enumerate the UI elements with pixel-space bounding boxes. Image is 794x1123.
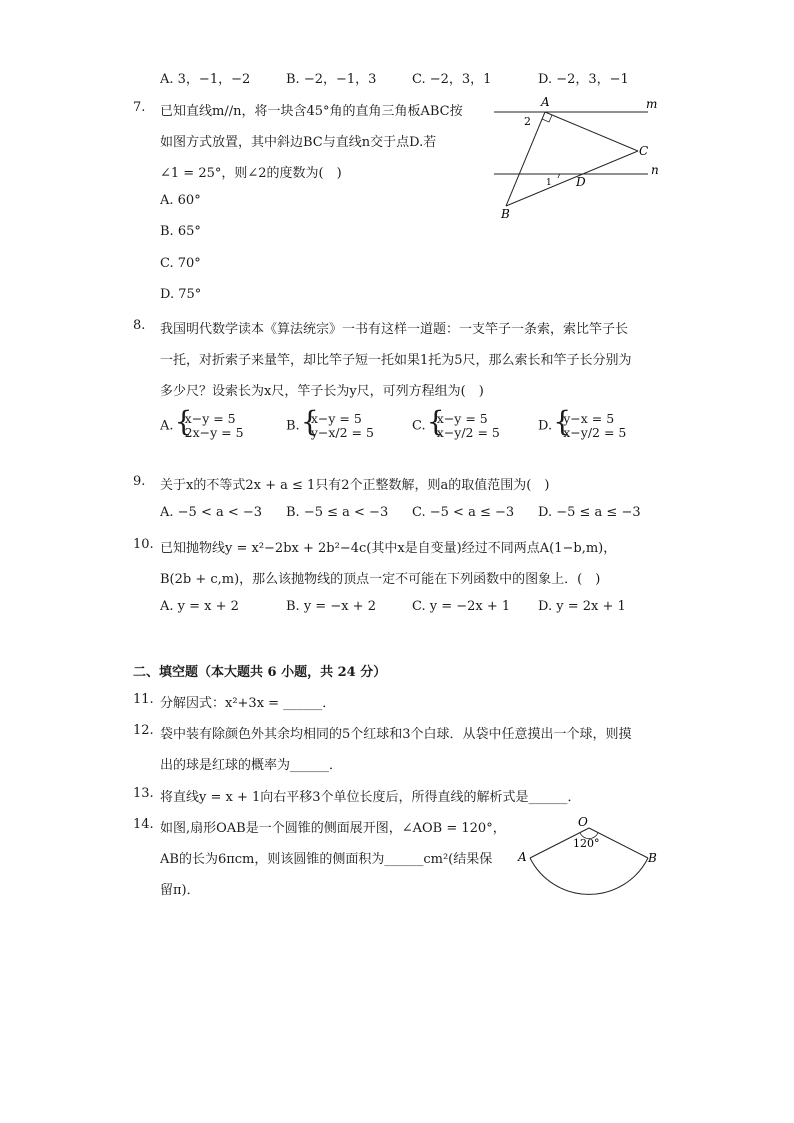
q14-text-line-2: AB的长为6πcm，则该圆锥的侧面积为______cm²(结果保 [160,852,493,867]
q13-number: 13. [133,786,154,801]
q8-option-a-eq2: 2x−y = 5 [184,425,244,440]
q10-option-c: C. y = −2x + 1 [412,599,511,614]
label-a: A [518,850,527,864]
q8-text-line-2: 一托，对折索子来量竿，却比竿子短一托如果1托为5尺，那么索长和竿子长分别为 [160,353,632,368]
q10-text-line-2: B(2b + c,m)，那么该抛物线的顶点一定不可能在下列函数中的图象上．( ) [160,572,601,587]
q8-option-d [538,412,626,440]
q7-option-c: C. 70° [160,256,201,271]
q11-number: 11. [133,692,154,707]
q8-option-a-eq1: { x−y = 5 [184,411,236,426]
label-a: A [541,95,550,109]
q14-text-line-1: 如图,扇形OAB是一个圆锥的侧面展开图，∠AOB = 120°， [160,821,506,836]
section-2-heading: 二、填空题（本大题共 6 小题，共 24 分） [133,665,387,680]
q10-option-a: A. y = x + 2 [160,599,239,614]
label-m: m [646,97,658,111]
q8-option-a-letter: A. [160,418,174,434]
q8-text-line-1: 我国明代数学读本《算法统宗》一书有这样一道题：一支竿子一条索，索比竿子长 [160,322,629,337]
q8-option-b-eq1: { x−y = 5 [310,411,362,426]
q8-option-b-system [304,412,374,440]
q6-option-a: A. 3，−1，−2 [160,72,251,87]
q9-text-line-1: 关于x的不等式2x + a ≤ 1只有2个正整数解，则a的取值范围为( ) [160,478,550,493]
q9-number: 9. [133,474,146,489]
label-c: C [639,144,649,158]
q8-option-c-system [430,412,500,440]
label-b: B [501,207,510,221]
q8-option-a [160,412,244,440]
q6-option-c: C. −2，3，1 [412,72,492,87]
q9-option-b: B. −5 ≤ a < −3 [286,505,389,520]
q7-option-d: D. 75° [160,287,202,302]
q13-text-line-1: 将直线y = x + 1向右平移3个单位长度后，所得直线的解析式是______． [160,790,581,805]
label-b: B [648,851,657,865]
q7-text-line-3: ∠1 = 25°，则∠2的度数为( ) [160,166,342,181]
q10-number: 10. [133,537,154,552]
label-o: O [578,815,588,829]
q7-text-line-1: 已知直线m//n，将一块含45°角的直角三角板ABC按 [160,104,463,119]
q8-option-d-eq2: x−y/2 = 5 [563,425,627,440]
q12-text-line-1: 袋中装有除颜色外其余均相同的5个红球和3个白球．从袋中任意摸出一个球，则摸 [160,727,632,742]
q10-text-line-1: 已知抛物线y = x²−2bx + 2b²−4c(其中x是自变量)经过不同两点A(1−b,m)， [160,541,617,556]
q8-option-b-letter: B. [286,418,300,434]
q6-option-b: B. −2，−1，3 [286,72,377,87]
q7-triangle-figure [488,92,678,224]
q12-text-line-2: 出的球是红球的概率为______． [160,758,343,773]
label-two: 2 [524,115,531,128]
q8-option-c-eq2: x−y/2 = 5 [436,425,500,440]
q9-option-a: A. −5 < a < −3 [160,505,263,520]
label-n: n [651,163,659,177]
label-d: D [576,175,586,189]
q12-number: 12. [133,723,154,738]
q6-option-d: D. −2，3，−1 [538,72,629,87]
q7-option-b: B. 65° [160,224,201,239]
q14-number: 14. [133,817,154,832]
q14-text-line-3: 留π)． [160,883,200,898]
q14-sector-figure [514,812,664,902]
q9-option-c: C. −5 < a ≤ −3 [412,505,515,520]
side-ac [545,112,638,151]
q8-number: 8. [133,318,146,333]
q8-option-d-eq1: { y−x = 5 [563,411,615,426]
q10-option-b: B. y = −x + 2 [286,599,376,614]
q7-number: 7. [133,100,146,115]
q8-option-d-system [556,412,626,440]
q11-text-line-1: 分解因式：x²+3x = ______． [160,696,336,711]
q9-option-d: D. −5 ≤ a ≤ −3 [538,505,641,520]
q8-option-a-system [178,412,244,440]
label-angle: 120° [573,837,600,850]
label-one: 1 [546,178,552,188]
angle-1-arc [558,174,560,178]
arc-ab [530,858,648,894]
q8-option-d-letter: D. [538,418,553,434]
q8-option-b [286,412,374,440]
q7-text-line-2: 如图方式放置，其中斜边BC与直线n交于点D.若 [160,135,437,150]
q7-option-a: A. 60° [160,193,201,208]
q8-option-c-letter: C. [412,418,426,434]
q8-option-c [412,412,500,440]
q10-option-d: D. y = 2x + 1 [538,599,626,614]
q8-option-c-eq1: { x−y = 5 [436,411,488,426]
q8-option-b-eq2: y−x/2 = 5 [310,425,374,440]
q8-text-line-3: 多少尺？设索长为x尺，竿子长为y尺，可列方程组为( ) [160,384,484,399]
